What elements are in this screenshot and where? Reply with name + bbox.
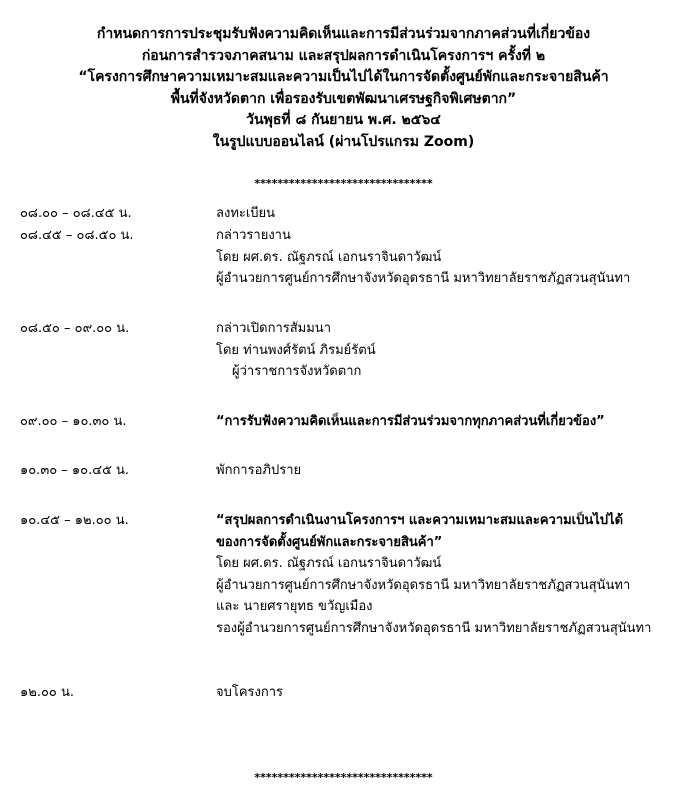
schedule-activity: กล่าวเปิดการสัมมนา (216, 321, 331, 336)
header-project-name: “โครงการศึกษาความเหมาะสมและความเป็นไปได้ในการจัดตั้งศูนย์พักและกระจายสินค้า (78, 69, 609, 86)
schedule-speaker-position: ผู้อำนวยการศูนย์การศึกษาจังหวัดอุดรธานี มหาวิทยาลัยราชภัฏสวนสุนันทา (216, 577, 631, 593)
schedule-activity-cont: ของการจัดตั้งศูนย์พักและกระจายสินค้า” (216, 534, 443, 550)
header-format: ในรูปแบบออนไลน์ (ผ่านโปรแกรม Zoom) (212, 133, 475, 150)
schedule-speaker: โดย ผศ.ดร. ณัฐภรณ์ เอกนราจินดาวัฒน์ (216, 249, 442, 265)
divider-bottom: ******************************* (254, 771, 433, 784)
schedule-speaker-position: ผู้ว่าราชการจังหวัดตาก (232, 364, 362, 379)
schedule-activity: “การรับฟังความคิดเห็นและการมีส่วนร่วมจากทุกภาคส่วนที่เกี่ยวข้อง” (216, 414, 605, 429)
schedule-time: ๑๐.๓๐ – ๑๐.๔๕ น. (20, 463, 130, 478)
schedule-time: ๐๘.๔๕ – ๐๘.๕๐ น. (20, 228, 134, 243)
schedule-time: ๑๐.๔๕ – ๑๒.๐๐ น. (20, 513, 129, 528)
schedule-description (216, 318, 676, 383)
schedule-description (216, 682, 676, 704)
schedule-activity: ลงทะเบียน (216, 206, 276, 221)
schedule-time: ๐๙.๐๐ – ๑๐.๓๐ น. (20, 414, 127, 429)
header-subtitle: ก่อนการสำรวจภาคสนาม และสรุปผลการดำเนินโครงการฯ ครั้งที่ ๒ (141, 47, 546, 64)
schedule-description (216, 203, 676, 225)
schedule-description (216, 510, 676, 639)
schedule-speaker-2: และ นายศรายุทธ ขวัญเมือง (216, 599, 373, 614)
schedule-description (216, 411, 676, 433)
schedule-speaker-position: ผู้อำนวยการศูนย์การศึกษาจังหวัดอุดรธานี มหาวิทยาลัยราชภัฏสวนสุนันทา (216, 271, 631, 286)
document-header (0, 24, 687, 154)
schedule-time: ๐๘.๐๐ – ๐๘.๔๕ น. (20, 206, 132, 221)
schedule-description (216, 225, 676, 290)
divider-top: ******************************* (254, 177, 433, 190)
header-project-name-cont: พื้นที่จังหวัดตาก เพื่อรองรับเขตพัฒนาเศรษฐกิจพิเศษตาก” (170, 90, 517, 107)
schedule-speaker: โดย ท่านพงศ์รัตน์ ภิรมย์รัตน์ (216, 342, 376, 358)
header-title: กำหนดการการประชุมรับฟังความคิดเห็นและการมีส่วนร่วมจากภาคส่วนที่เกี่ยวข้อง (96, 26, 591, 42)
header-date: วันพุธที่ ๘ กันยายน พ.ศ. ๒๕๖๔ (246, 112, 441, 129)
schedule-activity: “สรุปผลการดำเนินงานโครงการฯ และความเหมาะสมและความเป็นไปได้ (216, 513, 624, 528)
schedule-activity: กล่าวรายงาน (216, 228, 291, 243)
schedule-time: ๐๘.๕๐ – ๐๙.๐๐ น. (20, 321, 130, 336)
schedule-speaker-2-position: รองผู้อำนวยการศูนย์การศึกษาจังหวัดอุดรธานี มหาวิทยาลัยราชภัฏสวนสุนันทา (216, 620, 652, 636)
schedule-time: ๑๒.๐๐ น. (20, 685, 74, 700)
schedule-activity: จบโครงการ (216, 685, 284, 700)
schedule-description (216, 460, 676, 482)
schedule-speaker: โดย ผศ.ดร. ณัฐภรณ์ เอกนราจินดาวัฒน์ (216, 556, 442, 571)
schedule-activity: พักการอภิปราย (216, 463, 302, 478)
